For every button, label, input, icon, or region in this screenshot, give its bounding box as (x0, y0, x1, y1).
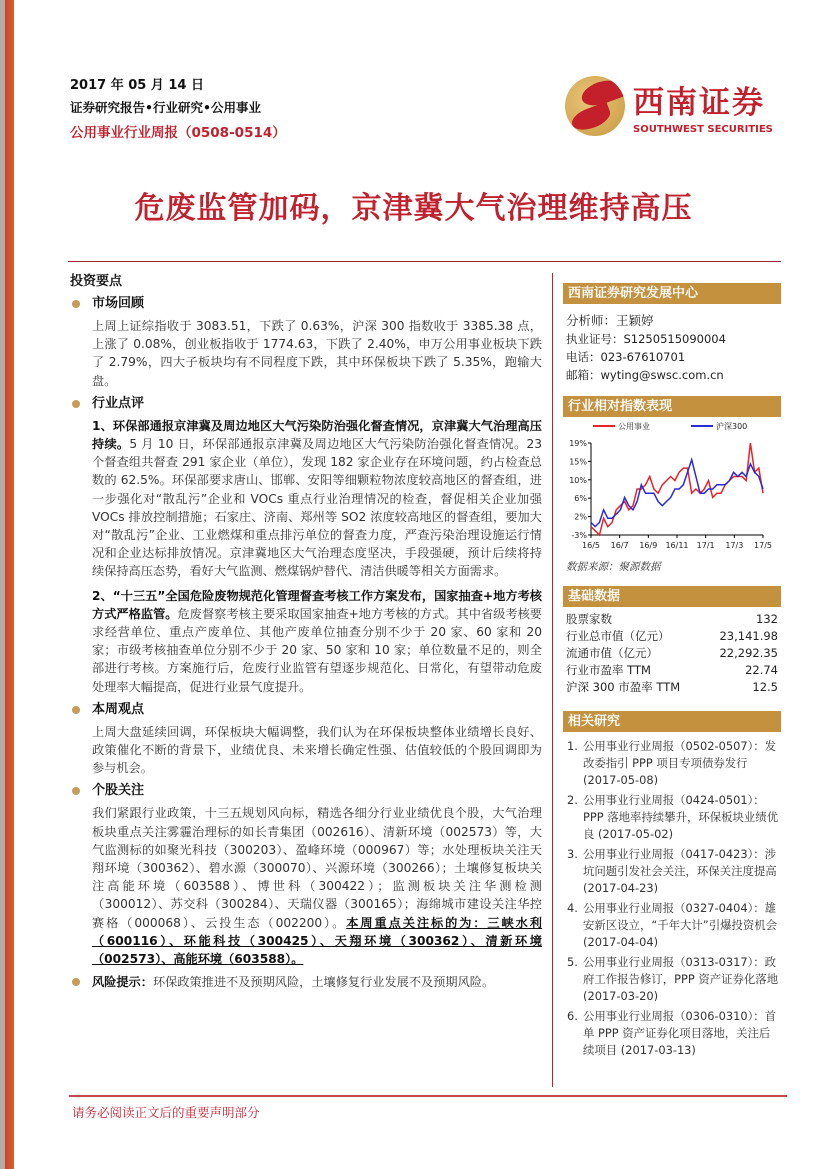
x-tick-label: 16/7 (610, 541, 629, 550)
risk-warning: 风险提示：环保政策推进不及预期风险，土壤修复行业发展不及预期风险。 (70, 974, 542, 991)
section-stock-focus: 个股关注 (70, 783, 542, 799)
basic-data-table (563, 610, 781, 695)
basic-data-row (563, 627, 781, 644)
related-research-item[interactable] (563, 1008, 781, 1059)
relative-index-chart (563, 417, 781, 557)
y-tick-label: 19% (569, 439, 587, 448)
x-tick-label: 16/11 (665, 541, 689, 550)
x-tick-label: 16/5 (582, 541, 600, 550)
item-number: 1. (567, 739, 578, 753)
chart-source: 数据来源：聚源数据 (566, 561, 661, 573)
basic-data-row (563, 661, 781, 678)
item-text: 公用事业行业周报（0327-0404）：雄安新区设立，“千年大计”引爆投资机会 (2017-04-04) (583, 901, 778, 949)
research-center-bar: 西南证券研究发展中心 (563, 283, 781, 304)
company-logo (565, 76, 773, 136)
bullet-icon (72, 706, 80, 714)
related-research-item[interactable] (563, 792, 781, 843)
basic-data-key: 行业市盈率 TTM (566, 662, 651, 677)
report-category: 证券研究报告•行业研究•公用事业 (70, 100, 261, 115)
y-tick-label: 10% (569, 475, 587, 485)
logo-en: SOUTHWEST SECURITIES (633, 124, 773, 135)
basic-data-value: 22.74 (745, 662, 778, 677)
basic-data-key: 流通市值（亿元） (566, 645, 658, 660)
item-text: 公用事业行业周报（0502-0507）：发改委指引 PPP 项目专项债券发行 (2017-05-08) (583, 739, 777, 787)
industry-comment-1: 1、环保部通报京津冀及周边地区大气污染防治强化督查情况，京津冀大气治理高压持续。5 月 10 日，环保部通报京津冀及周边地区大气污染防治强化督查情况。23 个督查组共督查 291 家企业（单位），发现 182 家企业存在环境问题，约占检查总数的 62.5%。环保部要求唐山、邯郸、安阳等细颗粒物浓度较高地区的督查组，进一步强化对“散乱污”企业和 VOCs 重点行业治理情况的检查，督促相关企业加强 VOCs 排放控制措施；石家庄、济南、郑州等 SO2 浓度较高地区的督查组，要加大对“散乱污”企业、工业燃煤和重点排污单位的督查力度，严查污染治理设施运行情况和企业达标排放情况。京津冀地区大气治理态度坚决，手段强硬，预计后续将持续保持高压态势，看好大气监测、燃煤锅炉替代、清洁供暖等相关方面需求。 (92, 418, 542, 579)
bullet-icon (72, 978, 80, 986)
investment-highlights (70, 274, 542, 991)
series-line-hs300 (591, 460, 763, 527)
column-divider (552, 273, 553, 1087)
basic-data-bar: 基础数据 (563, 586, 781, 607)
sidebar (563, 283, 781, 1062)
legend-label: 公用事业 (618, 422, 650, 431)
y-tick-label: 2% (574, 512, 587, 522)
item-number: 4. (567, 901, 578, 915)
basic-data-value: 22,292.35 (719, 645, 778, 660)
page-edge-red (5, 0, 14, 1169)
x-tick-label: 17/3 (725, 541, 744, 550)
report-title: 危废监管加码，京津冀大气治理维持高压 (134, 191, 693, 226)
basic-data-row (563, 610, 781, 627)
related-research-item[interactable] (563, 954, 781, 1005)
chart-title-bar: 行业相对指数表现 (563, 396, 781, 417)
related-research-item[interactable] (563, 846, 781, 897)
bullet-icon (72, 787, 80, 795)
y-tick-label: 6% (574, 494, 587, 504)
report-subtitle: 公用事业行业周报（0508-0514） (70, 125, 286, 141)
basic-data-key: 沪深 300 市盈率 TTM (566, 679, 681, 694)
analyst-email[interactable]: 邮箱：wyting@swsc.com.cn (566, 368, 724, 382)
related-research-item[interactable] (563, 900, 781, 951)
section-heading: 投资要点 (70, 274, 123, 289)
basic-data-row (563, 678, 781, 695)
related-research-list (563, 738, 781, 1059)
bullet-icon (72, 300, 80, 308)
legend-label: 沪深300 (716, 422, 748, 431)
basic-data-key: 行业总市值（亿元） (566, 628, 670, 643)
basic-data-value: 23,141.98 (719, 628, 778, 643)
section-weekly-view: 本周观点 (70, 702, 542, 718)
y-tick-label: -3% (571, 531, 587, 540)
divider (68, 261, 781, 262)
basic-data-value: 132 (756, 611, 778, 626)
bullet-icon (72, 400, 80, 408)
stock-focus-text: 我们紧跟行业政策，十三五规划风向标，精选各细分行业业绩优良个股，大气治理板块重点关注雾霾治理标的如长青集团（002616）、清新环境（002573）等，大气监测标的如聚光科技（300203）、盈峰环境（000967）等；水处理板块关注天翔环境（300362）、碧水源（300070）、兴源环境（300266）；土壤修复板块关注高能环境（603588）、博世科（300422）；监测板块关注华测检测（300012）、苏交科（300284）、天瑞仪器（300165）；海绵城市建设关注华控赛格（000068）、云投生态（002200）。本周重点关注标的为：三峡水利（600116）、环能科技（300425）、天翔环境（300362）、清新环境（002573）、高能环境（603588）。 (92, 806, 542, 967)
x-tick-label: 17/1 (696, 541, 715, 550)
basic-data-value: 12.5 (752, 679, 778, 694)
basic-data-row (563, 644, 781, 661)
x-tick-label: 16/9 (639, 541, 658, 550)
item-number: 5. (567, 955, 578, 969)
related-research-bar: 相关研究 (563, 711, 781, 732)
related-research-item[interactable] (563, 738, 781, 789)
item-text: 公用事业行业周报（0424-0501）：PPP 落地率持续攀升，环保板块业绩优良 (2017-05-02) (583, 793, 779, 841)
section-market-review: 市场回顾 (70, 296, 542, 312)
industry-comment-2: 2、“十三五”全国危险废物规范化管理督查考核工作方案发布，国家抽查+地方考核方式严格监管。危废督察考核主要采取国家抽查+地方考核的方式。其中省级考核要求经营单位、重点产废单位、其他产废单位抽查分别不少于 20 家、60 家和 20 家；市级考核抽查单位分别不少于 20 家、50 家和 10 家；单位数量不足的，则全部进行考核。方案施行后，危废行业监管有望逐步规范化、日常化，有望带动危废处理率大幅提高，促进行业景气度提升。 (92, 588, 542, 694)
report-header (70, 74, 286, 141)
item-number: 6. (567, 1009, 578, 1023)
logo-emblem-icon (565, 76, 625, 136)
logo-cn: 西南证券 (633, 85, 765, 121)
item-number: 2. (567, 793, 578, 807)
item-number: 3. (567, 847, 578, 861)
footer-disclaimer: 请务必阅读正文后的重要声明部分 (72, 1105, 260, 1120)
item-text: 公用事业行业周报（0417-0423）：涉坑问题引发社会关注，环保关注度提高 (2017-04-23) (583, 847, 777, 895)
y-tick-label: 15% (569, 457, 587, 467)
item-text: 公用事业行业周报（0313-0317）：政府工作报告修订，PPP 资产证券化落地 (2017-03-20) (583, 955, 779, 1003)
report-date: 2017 年 05 月 14 日 (70, 78, 204, 93)
analyst-info: 分析师：王颖婷 执业证号：S1250515090004 电话：023-67610701 邮箱：wyting@swsc.com.cn (563, 304, 781, 384)
market-review-text: 上周上证综指收于 3083.51，下跌了 0.63%，沪深 300 指数收于 3385.38 点，上涨了 0.08%，创业板指收于 1774.63，下跌了 2.40%，申万公用事业板块下跌了 2.79%，四大子板块均有不同程度下跌，其中环保板块下跌了 5.35%，跑输大盘。 (92, 319, 542, 388)
footer-divider (69, 1095, 787, 1097)
section-industry-comment: 行业点评 (70, 396, 542, 412)
item-text: 公用事业行业周报（0306-0310）：首单 PPP 资产证券化项目落地，关注后续项目 (2017-03-13) (583, 1009, 777, 1057)
x-tick-label: 17/5 (754, 541, 772, 550)
basic-data-key: 股票家数 (566, 611, 612, 626)
stock-focus-highlight: 本周重点关注标的为：三峡水利（600116）、环能科技（300425）、天翔环境（300362）、清新环境（002573）、高能环境（603588）。 (92, 915, 542, 967)
weekly-view-text: 上周大盘延续回调，环保板块大幅调整，我们认为在环保板块整体业绩增长良好、政策催化不断的背景下，业绩优良、未来增长确定性强、估值较低的个股回调即为参与机会。 (92, 724, 542, 776)
